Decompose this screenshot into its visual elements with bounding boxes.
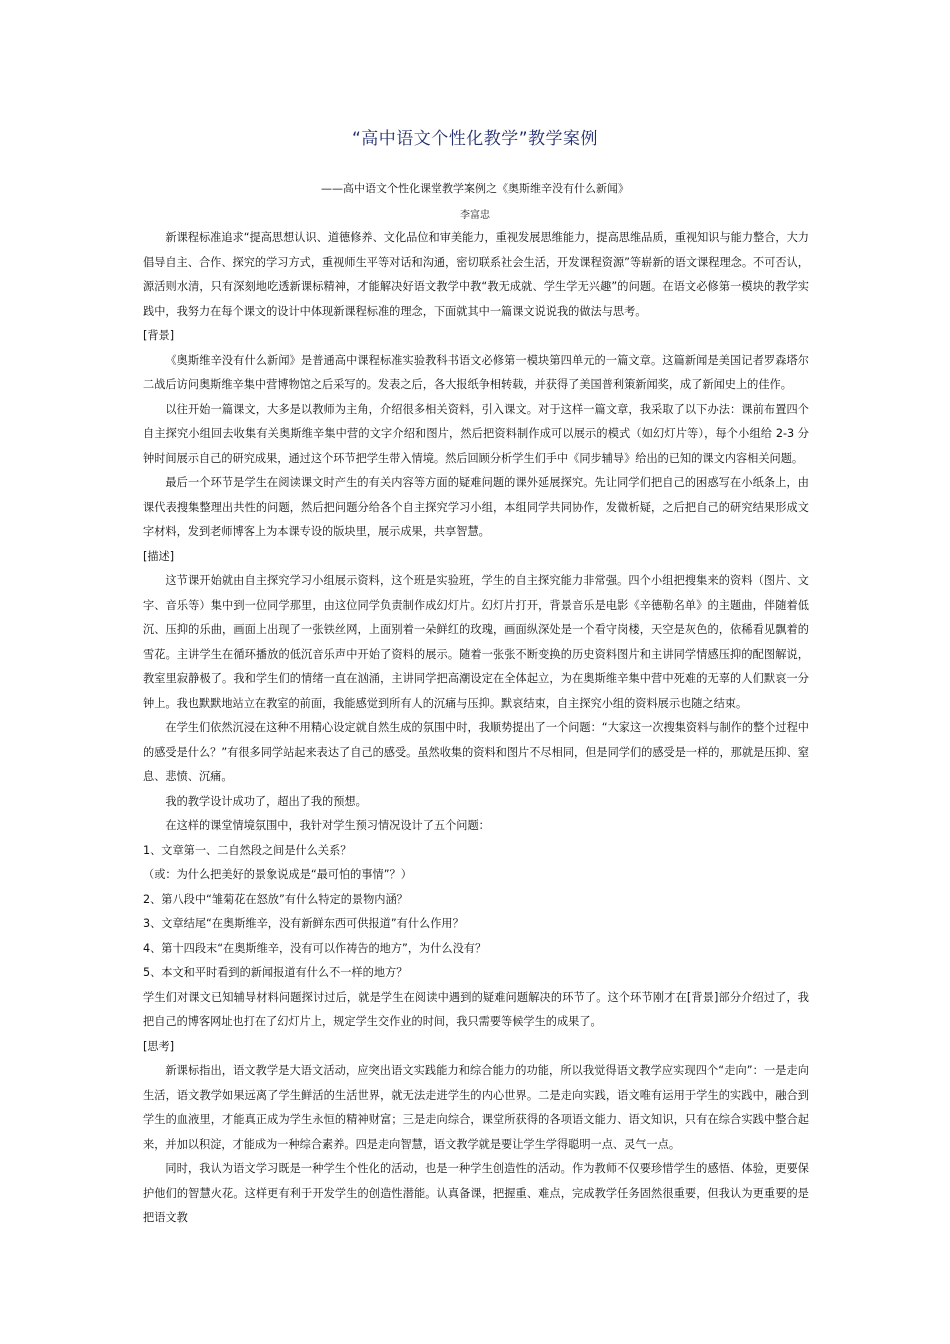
document-body <box>143 226 809 1231</box>
paragraph: 《奥斯维辛没有什么新闻》是普通高中课程标准实验教科书语文必修第一模块第四单元的一篇文章。这篇新闻是美国记者罗森塔尔二战后访问奥斯维辛集中营博物馆之后采写的。发表之后，各大报纸争相转载，并获得了美国普利策新闻奖，成了新闻史上的佳作。 <box>143 353 809 391</box>
paragraph: 学生们对课文已知辅导材料问题探讨过后，就是学生在阅读中遇到的疑难问题解决的环节了。这个环节刚才在[背景]部分介绍过了，我把自己的博客网址也打在了幻灯片上，规定学生交作业的时间，我只需要等候学生的成果了。 <box>143 990 809 1028</box>
paragraph: 最后一个环节是学生在阅读课文时产生的有关内容等方面的疑难问题的课外延展探究。先让同学们把自己的困惑写在小纸条上，由课代表搜集整理出共性的问题，然后把问题分给各个自主探究学习小组，本组同学共同协作，发微析疑，之后把自己的研究结果形成文字材料，发到老师博客上为本课专设的版块里，展示成果，共享智慧。 <box>143 476 809 538</box>
paragraph: 2、第八段中“雏菊花在怒放”有什么特定的景物内涵？ <box>143 892 408 906</box>
document-author: 李富忠 <box>460 210 490 221</box>
paragraph: 5、本文和平时看到的新闻报道有什么不一样的地方？ <box>143 966 408 979</box>
paragraph: 这节课开始就由自主探究学习小组展示资料，这个班是实验班，学生的自主探究能力非常强。四个小组把搜集来的资料（图片、文字、音乐等）集中到一位同学那里，由这位同学负责制作成幻灯片。幻灯片打开，背景音乐是电影《辛德勒名单》的主题曲，伴随着低沉、压抑的乐曲，画面上出现了一张铁丝网，上面别着一朵鲜红的玫瑰，画面纵深处是一个看守岗楼，天空是灰色的，依稀看见飘着的雪花。主讲学生在循环播放的低沉音乐声中开始了资料的展示。随着一张张不断变换的历史资料图片和主讲同学情感压抑的配图解说，教室里寂静极了。我和学生们的情绪一直在汹涌，主讲同学把高潮设定在全体起立，为在奥斯维辛集中营中死难的无辜的人们默哀一分钟上。我也默默地站立在教室的前面，我能感觉到所有人的沉痛与压抑。默哀结束，自主探究小组的资料展示也随之结束。 <box>143 574 809 710</box>
paragraph: 以往开始一篇课文，大多是以教师为主角，介绍很多相关资料，引入课文。对于这样一篇文章，我采取了以下办法：课前布置四个自主探究小组回去收集有关奥斯维辛集中营的文字介绍和图片，然后把资料制作成可以展示的模式（如幻灯片等），每个小组给 2-3 分钟时间展示自己的研究成果，通过这个环节把学生带入情境。然后回顾分析学生们手中《同步辅导》给出的已知的课文内容相关问题。 <box>143 402 809 465</box>
paragraph: 4、第十四段末“在奥斯维辛，没有可以作祷告的地方”，为什么没有？ <box>143 941 487 955</box>
paragraph: 我的教学设计成功了，超出了我的预想。 <box>165 794 367 808</box>
paragraph: 3、文章结尾“在奥斯维辛，没有新鲜东西可供报道”有什么作用？ <box>143 917 464 930</box>
paragraph: [描述] <box>143 549 175 563</box>
paragraph: 同时，我认为语文学习既是一种学生个性化的活动，也是一种学生创造性的活动。作为教师不仅要珍惜学生的感悟、体验，更要保护他们的智慧火花。这样更有利于开发学生的创造性潜能。认真备课，把握重、难点，完成教学任务固然很重要，但我认为更重要的是把语文教 <box>143 1162 809 1224</box>
document-title: “高中语文个性化教学”教学案例 <box>351 129 599 149</box>
paragraph: 1、文章第一、二自然段之间是什么关系？ <box>143 843 352 857</box>
paragraph: 在学生们依然沉浸在这种不用精心设定就自然生成的氛围中时，我顺势提出了一个问题：“大家这一次搜集资料与制作的整个过程中的感受是什么？”有很多同学站起来表达了自己的感受。虽然收集的资料和图片不尽相同，但是同学们的感受是一样的，那就是压抑、窒息、悲愤、沉痛。 <box>143 721 809 783</box>
paragraph: 在这样的课堂情境氛围中，我针对学生预习情况设计了五个问题： <box>165 819 490 832</box>
document-subtitle: ——高中语文个性化课堂教学案例之《奥斯维辛没有什么新闻》 <box>321 182 629 195</box>
paragraph: [背景] <box>143 329 175 342</box>
paragraph: （或：为什么把美好的景象说成是“最可怕的事情”？） <box>143 868 412 881</box>
paragraph: 新课标指出，语文教学是大语文活动，应突出语文实践能力和综合能力的功能，所以我觉得语文教学应实现四个“走向”：一是走向生活，语文教学如果远离了学生鲜活的生活世界，就无法走进学生的内心世界。二是走向实践，语文唯有运用于学生的实践中，融合到学生的血液里，才能真正成为学生永恒的精神财富；三是走向综合，课堂所获得的各项语文能力、语文知识，只有在综合实践中整合起来，并加以积淀，才能成为一种综合素养。四是走向智慧，语文教学就是要让学生学得聪明一点、灵气一点。 <box>143 1064 809 1151</box>
paragraph: 新课程标准追求“提高思想认识、道德修养、文化品位和审美能力，重视发展思维能力，提高思维品质，重视知识与能力整合，大力倡导自主、合作、探究的学习方式，重视师生平等对话和沟通，密切联系社会生活，开发课程资源”等崭新的语文课程理念。不可否认，源活则水清，只有深刻地吃透新课标精神，才能解决好语文教学中教“教无成就、学生学无兴趣”的问题。在语文必修第一模块的教学实践中，我努力在每个课文的设计中体现新课程标准的理念，下面就其中一篇课文说说我的做法与思考。 <box>143 231 809 318</box>
paragraph: [思考] <box>143 1039 175 1053</box>
